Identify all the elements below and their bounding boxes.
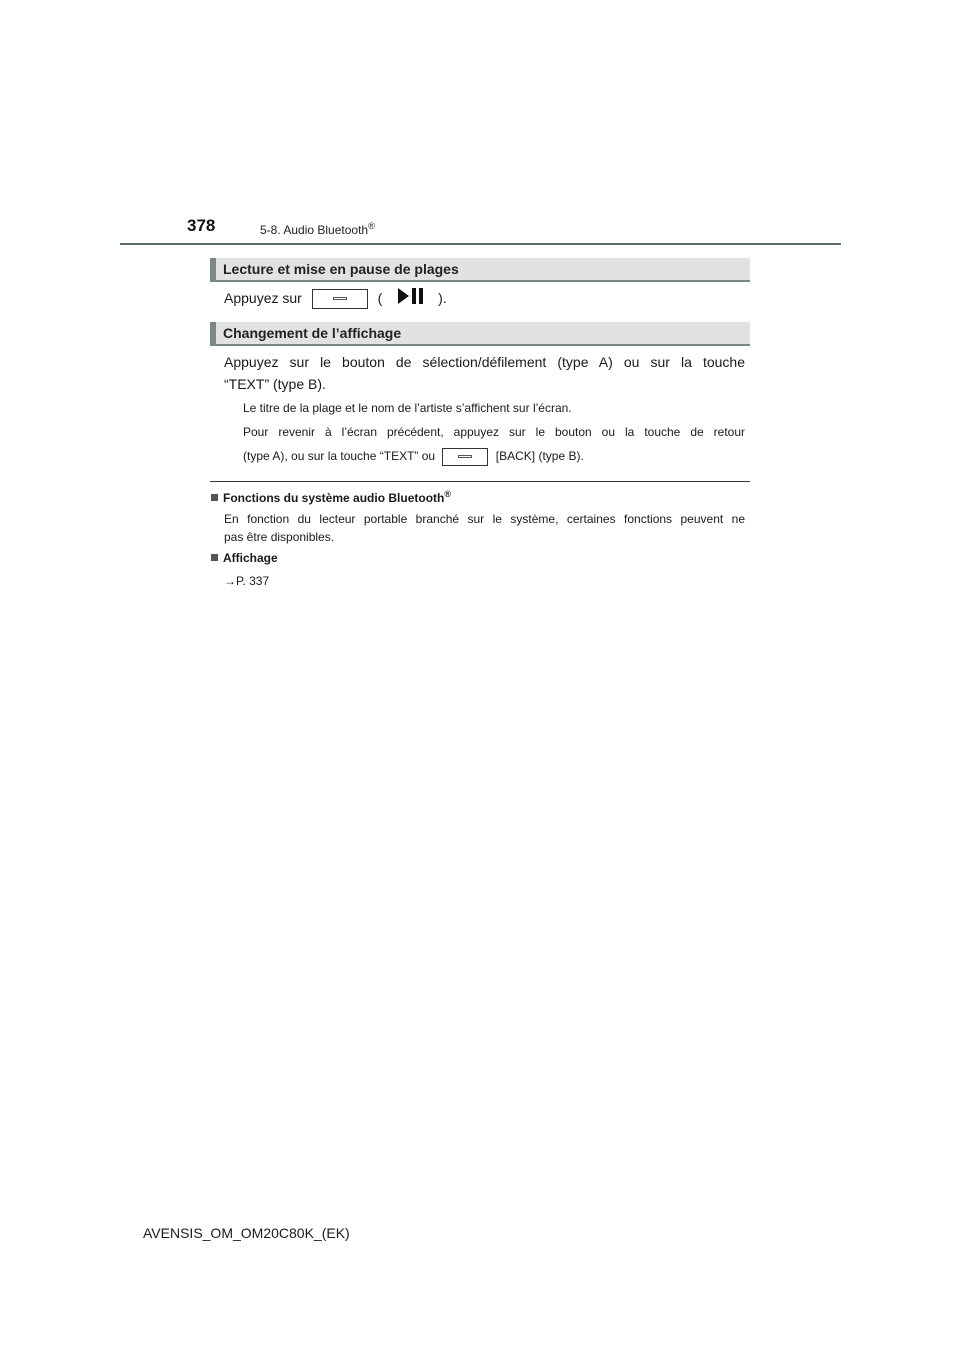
play-pause-instruction: Appuyez sur ( ). xyxy=(224,287,447,311)
section-divider xyxy=(210,481,750,482)
display-change-line1: Appuyez sur le bouton de sélection/défilement (type A) ou sur la touche xyxy=(224,354,745,370)
note-functions-title: Fonctions du système audio Bluetooth® xyxy=(211,489,451,505)
square-bullet-icon xyxy=(211,494,218,501)
display-note-2-line1: Pour revenir à l’écran précédent, appuyez sur le bouton ou la touche de retour xyxy=(243,425,745,439)
square-bullet-icon xyxy=(211,554,218,561)
footer-doc-code: AVENSIS_OM_OM20C80K_(EK) xyxy=(143,1225,350,1241)
note-display-ref[interactable]: →P. 337 xyxy=(224,574,270,588)
play-pause-icon xyxy=(398,287,424,311)
display-note-2-line2: (type A), ou sur la touche “TEXT” ou [BACK] (type B). xyxy=(243,447,584,466)
button-key-icon xyxy=(312,289,368,309)
heading-display-change: Changement de l’affichage xyxy=(210,322,750,346)
note-display-title: Affichage xyxy=(211,551,278,565)
note-functions-line1: En fonction du lecteur portable branché sur le système, certaines fonctions peuvent ne xyxy=(224,512,745,526)
section-title: 5-8. Audio Bluetooth® xyxy=(260,221,375,237)
page-number: 378 xyxy=(187,216,216,235)
display-note-1: Le titre de la plage et le nom de l’artiste s’affichent sur l’écran. xyxy=(243,401,572,415)
heading-play-pause: Lecture et mise en pause de plages xyxy=(210,258,750,282)
back-key-icon xyxy=(442,448,488,466)
header-rule xyxy=(120,243,841,245)
note-functions-line2: pas être disponibles. xyxy=(224,530,335,544)
display-change-line2: “TEXT” (type B). xyxy=(224,376,326,392)
